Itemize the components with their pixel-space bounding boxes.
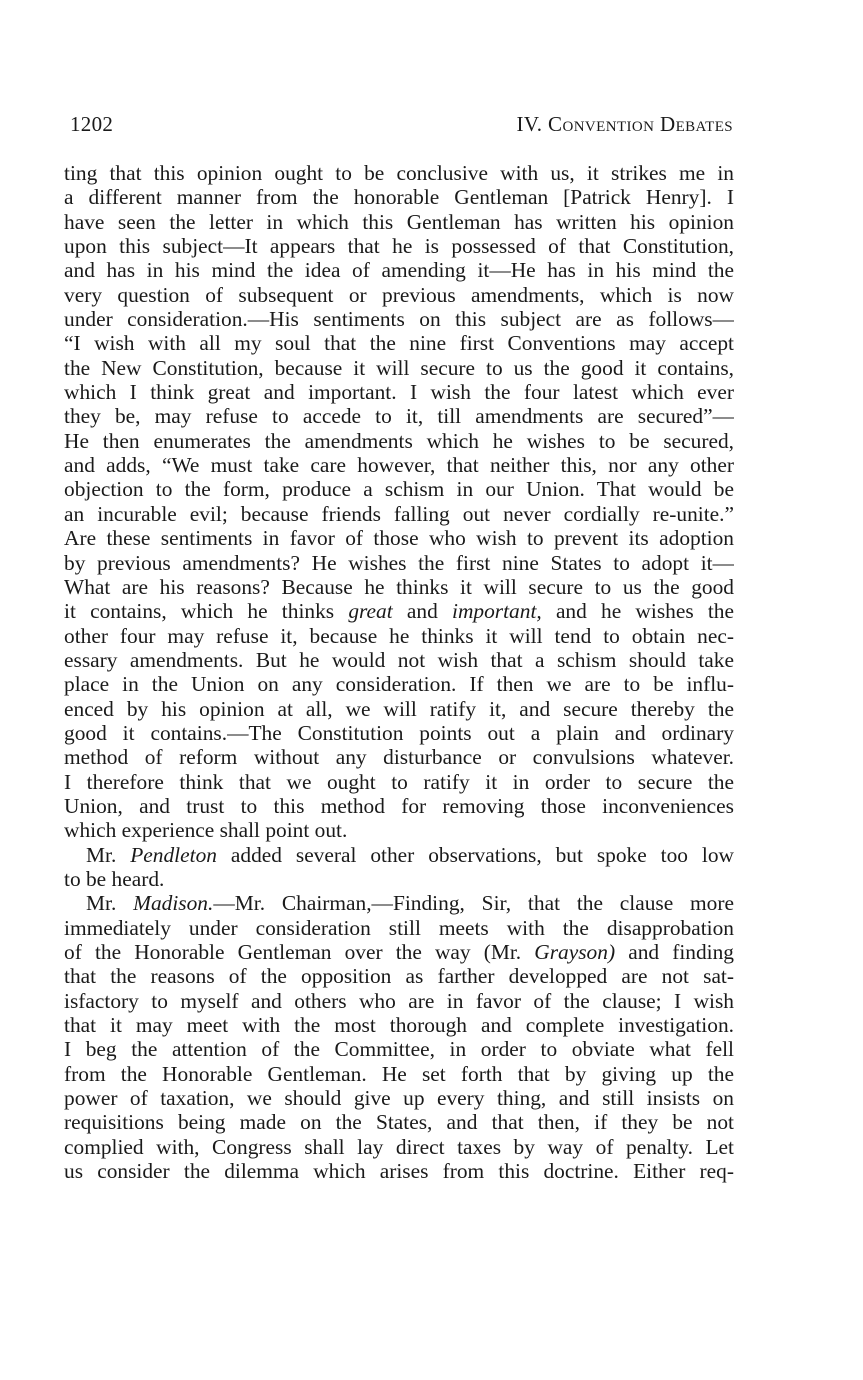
text-line: under consideration.—His sentiments on this subject are as follows—: [64, 307, 734, 332]
italic-name: important,: [452, 599, 542, 624]
text-line: and has in his mind the idea of amending it—He has in his mind the: [64, 258, 734, 283]
text-run: —Mr. Chairman,—Finding, Sir, that the clause more: [213, 891, 734, 916]
text-line: to be heard.: [64, 866, 165, 891]
italic-name: great: [348, 599, 393, 624]
text-line: upon this subject—It appears that he is possessed of that Constitution,: [64, 234, 734, 259]
text-line: I therefore think that we ought to ratify it in order to secure the: [64, 769, 734, 794]
text-line: which I think great and important. I wish the four latest which ever: [64, 380, 734, 405]
text-run: it contains, which he thinks: [64, 599, 349, 624]
text-line: which experience shall point out.: [64, 818, 348, 843]
text-line: from the Honorable Gentleman. He set forth that by giving up the: [64, 1061, 734, 1086]
text-line: other four may refuse it, because he thinks it will tend to obtain nec-: [64, 623, 734, 648]
text-line: requisitions being made on the States, and that then, if they be not: [64, 1110, 734, 1135]
text-run: and: [392, 599, 452, 624]
page-number: 1202: [70, 112, 114, 136]
text-run: Mr.: [86, 891, 134, 916]
text-line: [64, 599, 734, 623]
text-line: an incurable evil; because friends falling out never cordially re-unite.”: [64, 501, 734, 526]
text-line: method of reform without any disturbance or convulsions whatever.: [64, 745, 734, 770]
text-line: isfactory to myself and others who are in favor of the clause; I wish: [64, 988, 734, 1013]
italic-name: Grayson): [534, 940, 616, 964]
text-line: us consider the dilemma which arises from this doctrine. Either req-: [64, 1159, 734, 1184]
text-line: What are his reasons? Because he thinks it will secure to us the good: [64, 574, 734, 599]
text-line: Union, and trust to this method for removing those inconveniences: [64, 793, 734, 818]
text-line: a different manner from the honorable Gentleman [Patrick Henry]. I: [64, 185, 734, 210]
text-line: immediately under consideration still meets with the disapprobation: [64, 915, 734, 940]
text-line: and adds, “We must take care however, that neither this, nor any other: [64, 453, 734, 478]
body-text: [64, 161, 734, 1183]
text-line: “I wish with all my soul that the nine first Conventions may accept: [64, 331, 734, 356]
text-line: power of taxation, we should give up every thing, and still insists on: [64, 1086, 734, 1111]
running-head: [70, 112, 733, 142]
text-line: good it contains.—The Constitution points out a plain and ordinary: [64, 720, 734, 745]
text-line: by previous amendments? He wishes the first nine States to adopt it—: [64, 550, 734, 575]
text-run: and he wishes the: [541, 599, 734, 624]
text-line: objection to the form, produce a schism in our Union. That would be: [64, 477, 734, 502]
text-run: and finding: [615, 940, 734, 964]
text-run: of the Honorable Gentleman over the way (Mr.: [64, 940, 535, 964]
text-line: [64, 940, 734, 964]
text-line: [64, 891, 734, 915]
text-line: that the reasons of the opposition as farther developped are not sat-: [64, 964, 734, 989]
text-line: place in the Union on any consideration. If then we are to be influ-: [64, 672, 734, 697]
text-line: I beg the attention of the Committee, in order to obviate what fell: [64, 1037, 734, 1062]
section-title: IV. Convention Debates: [516, 112, 733, 136]
text-run: added several other observations, but spoke too low: [216, 842, 734, 867]
italic-name: Pendleton: [130, 842, 217, 867]
text-line: He then enumerates the amendments which he wishes to be secured,: [64, 428, 734, 453]
text-line: ting that this opinion ought to be conclusive with us, it strikes me in: [64, 161, 734, 185]
text-line: complied with, Congress shall lay direct taxes by way of penalty. Let: [64, 1134, 734, 1159]
text-line: they be, may refuse to accede to it, till amendments are secured”—: [64, 404, 734, 429]
text-line: have seen the letter in which this Gentleman has written his opinion: [64, 209, 734, 234]
text-line: that it may meet with the most thorough and complete investigation.: [64, 1013, 734, 1038]
text-line: [64, 843, 734, 867]
text-line: essary amendments. But he would not wish that a schism should take: [64, 647, 734, 672]
text-line: enced by his opinion at all, we will ratify it, and secure thereby the: [64, 696, 734, 721]
italic-name: Madison.: [133, 891, 214, 916]
text-line: the New Constitution, because it will secure to us the good it contains,: [64, 355, 734, 380]
text-line: Are these sentiments in favor of those who wish to prevent its adoption: [64, 526, 734, 551]
text-run: Mr.: [86, 842, 131, 867]
text-line: very question of subsequent or previous amendments, which is now: [64, 282, 734, 307]
